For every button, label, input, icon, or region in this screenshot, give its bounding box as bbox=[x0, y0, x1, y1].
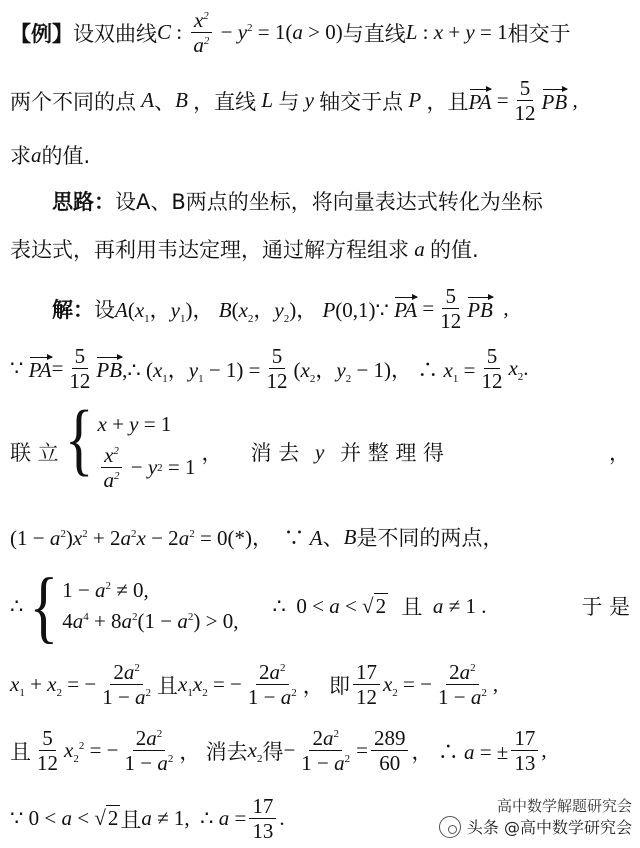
watermark-text: 头条 @高中数学研究会 bbox=[466, 818, 632, 837]
idea-line-1: 思路： 设A、B两点的坐标，将向量表达式转化为坐标 bbox=[52, 186, 630, 216]
solution-line-1: 解： 设 $A(x_1$，$y_1$)， $B(x_2$，$y_2$)， P(0,1)∵ PA = $\frac{5}{12}$ PB , bbox=[52, 284, 509, 334]
solution-line-7: 且 $\frac{5}{12}$ $x_2^2$ = − $\frac{2a^2}{1 - a^2}$ ， 消去 $x_2$ 得 − $\frac{2a^2}{1 - a^2}$ = $\frac{289}{60}$ ， ∴ a = ± $\frac{17}{13}$ , bbox=[10, 726, 547, 776]
problem-line-2: 两个不同的点 A 、 B ，直线 L 与 y 轴交于点 P ，且 PA = $\frac{5}{12}$ PB , bbox=[10, 76, 578, 126]
watermark-top: 高中数学解题研究会 bbox=[496, 797, 632, 815]
solution-line-3: 联 立 { x + y = 1 $\frac{x^2}{a^2}$ − y 2 = 1 ， 消 去 y 并 整 理 得 ， bbox=[10, 393, 630, 493]
solution-line-4: $(1 - a^2)x^2 + 2a^2x - 2a^2 = 0(*)$， ∵ A 、 B 是不同的两点 ， bbox=[10, 524, 504, 550]
system-brace-1: { x + y = 1 $\frac{x^2}{a^2}$ − y 2 = 1 bbox=[64, 393, 196, 493]
problem-line-1: 【例】 设双曲线 C : $\frac{x^2}{a^2}$ − $y^2 = 1(a > 0)$ 与直线 L : x + y = 1 相交于 bbox=[10, 8, 571, 58]
wechat-icon bbox=[439, 816, 461, 838]
text-set-hyperbola: 设双曲线 bbox=[73, 21, 157, 46]
watermark bbox=[439, 815, 632, 838]
idea-label: 思路： bbox=[52, 190, 115, 214]
idea-line-2: 表达式，再利用韦达定理，通过解方程组求 a 的值. bbox=[10, 236, 479, 262]
example-tag: 【例】 bbox=[10, 21, 73, 46]
solution-line-8: ∵ 0 < a < √2 且 a ≠ 1, ∴ a = $\frac{17}{13}$ . bbox=[10, 794, 285, 844]
system-brace-2: { $1 - a^2 \ne 0$, $4a^4 + 8a^2(1 - a^2) > 0$, bbox=[29, 561, 239, 651]
vector-PA: PA bbox=[469, 86, 492, 115]
problem-line-3: 求 a 的值. bbox=[10, 142, 91, 168]
vector-PB: PB bbox=[542, 86, 568, 115]
solution-line-2: ∵ PA = $\frac{5}{12}$ PB ,∴ ($x_1$，$y_1 - 1$) = $\frac{5}{12}$ ($x_2$，$y_2 - 1$)， ∴ $x_1$ = $\frac{5}{12}$ $x_2$. bbox=[10, 344, 529, 394]
solution-line-5: ∴ { $1 - a^2 \ne 0$, $4a^4 + 8a^2(1 - a^2) > 0$, ∴ 0 < a < √2 且 a ≠ 1 . 于 是 bbox=[10, 561, 630, 651]
fraction-x2-a2: $\frac{x^2}{a^2}$ bbox=[190, 8, 212, 57]
solution-label: 解： bbox=[52, 297, 94, 322]
solution-line-6: $x_1 + x_2$ = − $\frac{2a^2}{1 - a^2}$ 且 $x_1x_2$ = − $\frac{2a^2}{1 - a^2}$ ， 即 $\frac{17}{12}$ $x_2$ = − $\frac{2a^2}{1 - a^2}$ , bbox=[10, 660, 499, 710]
